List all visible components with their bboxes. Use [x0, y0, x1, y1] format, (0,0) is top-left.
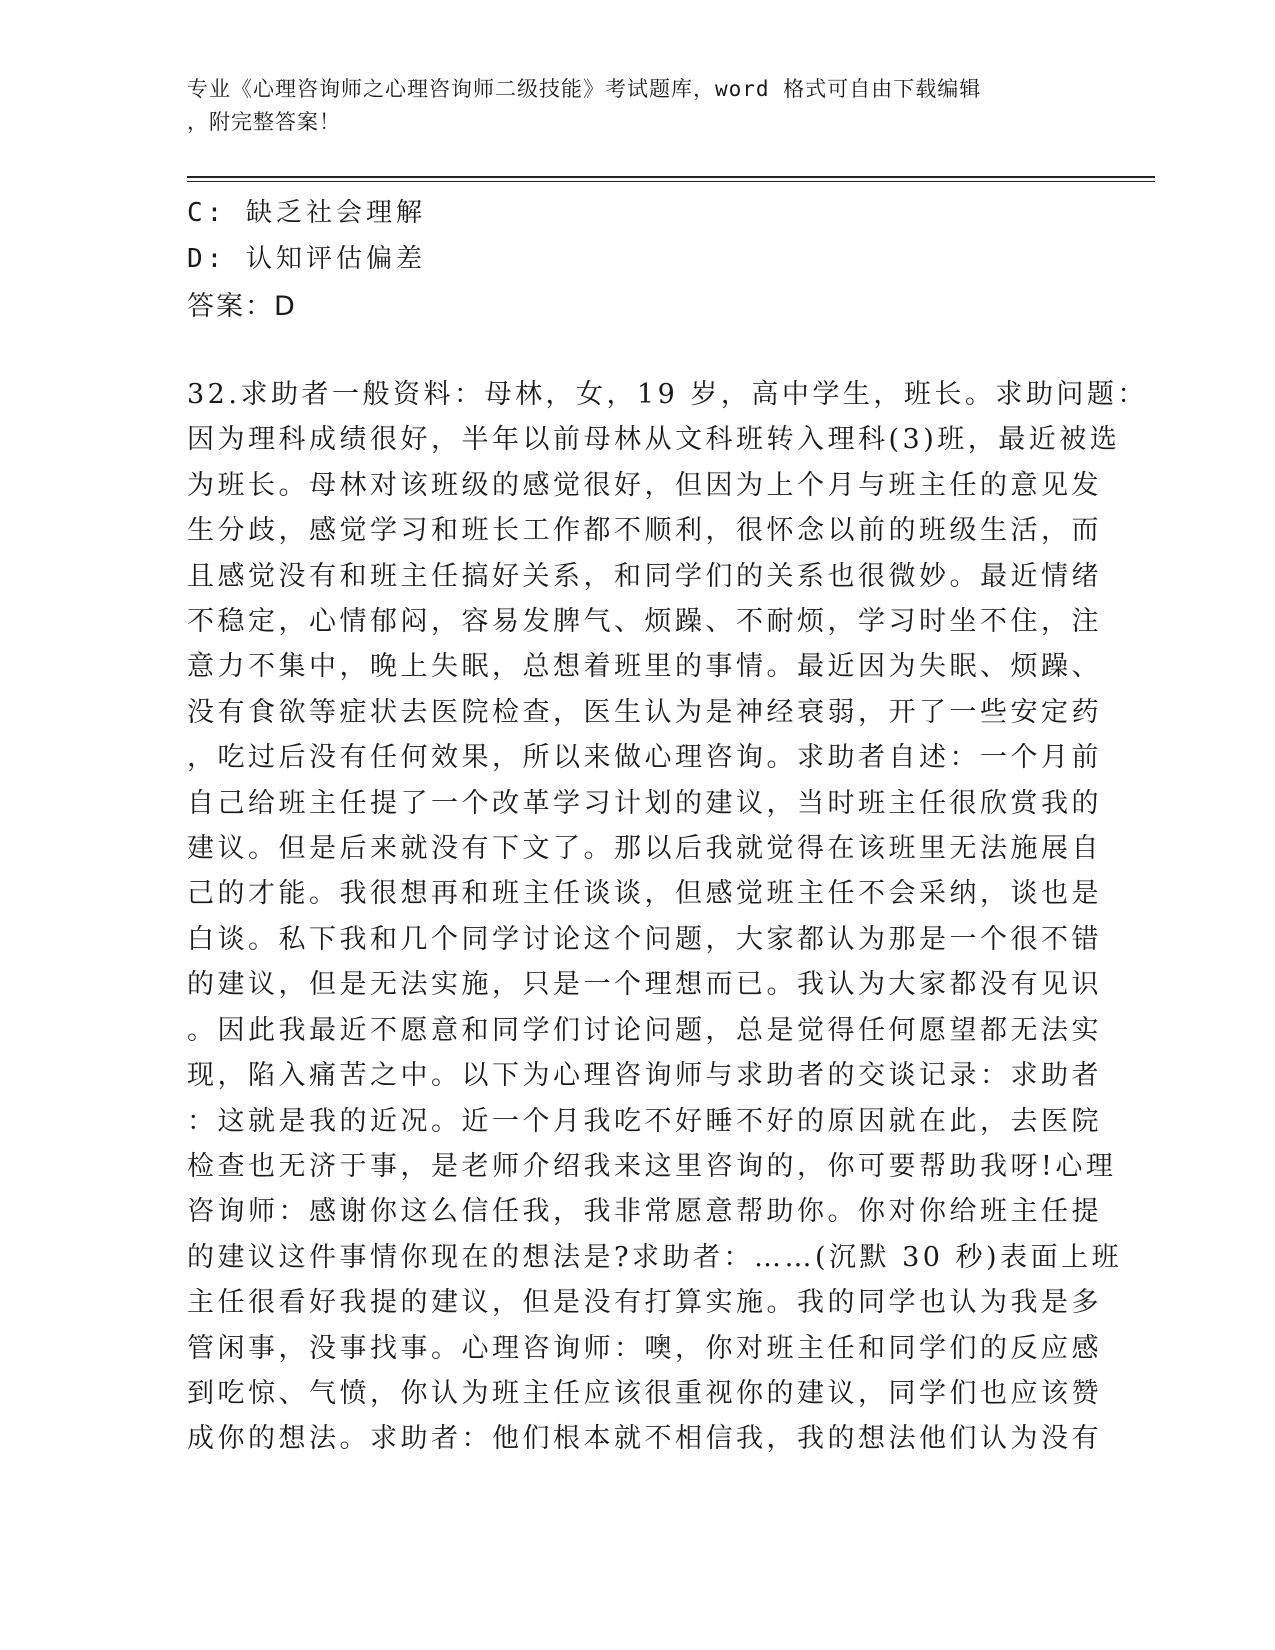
option-c: C: 缺乏社会理解 [187, 198, 426, 228]
answer-label: 答案：D [187, 291, 297, 322]
question-line: 自己给班主任提了一个改革学习计划的建议，当时班主任很欣赏我的 [187, 787, 1102, 819]
header-title-line-1: 专业《心理咨询师之心理咨询师二级技能》考试题库，word 格式可自由下载编辑 [187, 77, 982, 101]
header-divider [187, 176, 1155, 182]
question-line: 主任很看好我提的建议，但是没有打算实施。我的同学也认为我是多 [187, 1287, 1102, 1319]
question-line: 且感觉没有和班主任搞好关系，和同学们的关系也很微妙。最近情绪 [187, 560, 1102, 592]
question-line: 咨询师：感谢你这么信任我，我非常愿意帮助你。你对你给班主任提 [187, 1196, 1102, 1228]
question-line: 不稳定，心情郁闷，容易发脾气、烦躁、不耐烦，学习时坐不住，注 [187, 606, 1102, 638]
header-title-line-2: ，附完整答案！ [187, 110, 341, 134]
question-line: 生分歧，感觉学习和班长工作都不顺利，很怀念以前的班级生活，而 [187, 515, 1102, 547]
question-line: 成你的想法。求助者：他们根本就不相信我，我的想法他们认为没有 [187, 1423, 1102, 1455]
question-line: 的建议这件事情你现在的想法是?求助者：……(沉默 30 秒)表面上班 [187, 1241, 1123, 1273]
question-line: 管闲事，没事找事。心理咨询师：噢，你对班主任和同学们的反应感 [187, 1332, 1102, 1364]
question-line: 32.求助者一般资料：母林，女，19 岁，高中学生，班长。求助问题： [187, 379, 1148, 410]
question-line: 没有食欲等症状去医院检查，医生认为是神经衰弱，开了一些安定药 [187, 696, 1102, 728]
question-line: 白谈。私下我和几个同学讨论这个问题，大家都认为那是一个很不错 [187, 923, 1102, 955]
question-line: 的建议，但是无法实施，只是一个理想而已。我认为大家都没有见识 [187, 969, 1102, 1001]
question-line: 现，陷入痛苦之中。以下为心理咨询师与求助者的交谈记录：求助者 [187, 1060, 1102, 1092]
question-line: 到吃惊、气愤，你认为班主任应该很重视你的建议，同学们也应该赞 [187, 1377, 1102, 1409]
question-line: 。因此我最近不愿意和同学们讨论问题，总是觉得任何愿望都无法实 [187, 1014, 1102, 1046]
document-header [187, 73, 1077, 139]
question-line: 检查也无济于事，是老师介绍我来这里咨询的，你可要帮助我呀!心理 [187, 1150, 1117, 1182]
question-line: 意力不集中，晚上失眠，总想着班里的事情。最近因为失眠、烦躁、 [187, 651, 1102, 683]
question-line: 因为理科成绩很好，半年以前母林从文科班转入理科(3)班，最近被选 [187, 424, 1121, 456]
question-line: 为班长。母林对该班级的感觉很好，但因为上个月与班主任的意见发 [187, 469, 1102, 501]
question-line: 建议。但是后来就没有下文了。那以后我就觉得在该班里无法施展自 [187, 833, 1102, 865]
option-d: D: 认知评估偏差 [187, 244, 426, 274]
question-line: 己的才能。我很想再和班主任谈谈，但感觉班主任不会采纳，谈也是 [187, 878, 1102, 910]
question-32-body [187, 372, 1148, 1462]
question-line: ，吃过后没有任何效果，所以来做心理咨询。求助者自述：一个月前 [187, 742, 1102, 774]
question-line: ：这就是我的近况。近一个月我吃不好睡不好的原因就在此，去医院 [187, 1105, 1102, 1137]
